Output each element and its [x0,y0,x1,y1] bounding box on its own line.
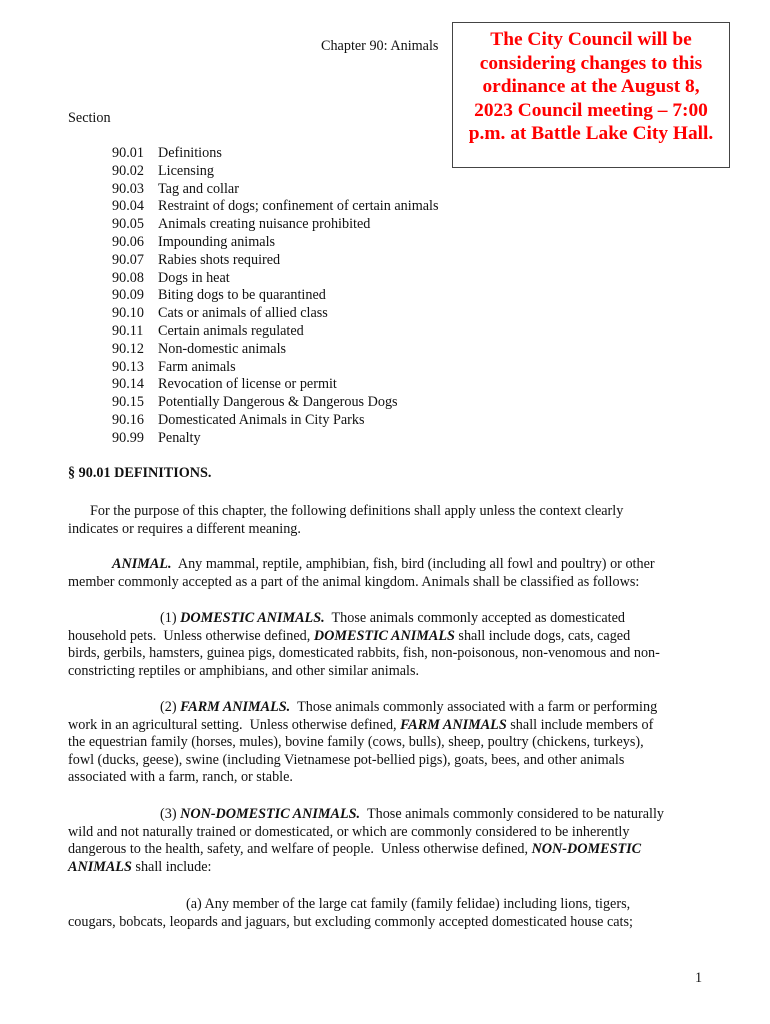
toc-section-number: 90.01 [112,145,144,161]
toc-section-title: Domesticated Animals in City Parks [158,411,365,428]
toc-section-number: 90.15 [112,394,144,411]
toc-section-title: Impounding animals [158,233,276,250]
table-of-contents [112,145,439,448]
text-line: indicates or requires a different meaning. [68,520,301,537]
toc-entry [112,323,439,341]
toc-section-number: 90.16 [112,411,144,428]
defined-term: DOMESTIC ANIMALS [313,627,455,644]
domestic-animals-definition: (1) DOMESTIC ANIMALS. Those animals commonly accepted as domesticated household pets. Unless otherwise defined, DOMESTIC ANIMALS shall include dogs, cats, caged birds, gerbils, hamsters, guinea pigs, domesticated rabbits, fish, non-poisonous, non-venomous and non- constricting reptiles or amphibians, and other similar animals. [68,610,708,680]
toc-section-title: Farm animals [158,358,236,375]
intro-paragraph [68,503,708,538]
defined-term: NON-DOMESTIC ANIMALS. [180,806,361,822]
toc-entry [112,145,439,163]
toc-entry [112,341,439,359]
text-line: constricting reptiles or amphibians, and other similar animals. [68,662,420,679]
defined-term: FARM ANIMALS. [180,699,291,715]
notice-line: p.m. at Battle Lake City Hall. [468,123,714,144]
toc-section-title: Animals creating nuisance prohibited [158,216,371,233]
text-line: (a) Any member of the large cat family (family felidae) including lions, tigers, [186,896,631,912]
toc-section-title: Rabies shots required [158,251,281,268]
toc-entry [112,376,439,394]
toc-section-number: 90.03 [112,180,144,197]
council-notice-box [452,22,730,168]
defined-term: ANIMAL. [112,556,172,572]
toc-entry [112,412,439,430]
toc-entry [112,430,439,448]
toc-section-number: 90.13 [112,358,144,375]
toc-section-number: 90.14 [112,376,144,393]
toc-entry [112,216,439,234]
toc-entry [112,359,439,377]
page-number: 1 [695,970,703,986]
cat-family-clause [68,896,708,931]
toc-entry [112,198,439,216]
toc-section-title: Biting dogs to be quarantined [158,287,326,304]
notice-line: 2023 Council meeting – 7:00 [474,99,708,121]
section-label: Section [68,110,111,126]
defined-term: NON-DOMESTIC [531,841,642,858]
text-line: For the purpose of this chapter, the following definitions shall apply unless the context clearly [90,503,624,519]
farm-animals-definition: (2) FARM ANIMALS. Those animals commonly associated with a farm or performing work in an agricultural setting. Unless otherwise defined, FARM ANIMALS shall include members of the equestrian family (horses, mules), bovine family (cows, bulls), sheep, poultry (chickens, turkeys), fowl (ducks, geese), swine (including Vietnamese pot-bellied pigs), goats, bees, and other animals associated with a farm, ranch, or stable. [68,699,708,787]
toc-section-number: 90.10 [112,305,144,322]
text-line: wild and not naturally trained or domesticated, or which are commonly considered to be inherently [68,823,630,840]
toc-section-number: 90.11 [112,322,144,339]
toc-section-title: Non-domestic animals [158,340,287,357]
defined-term: FARM ANIMALS [400,716,507,733]
toc-section-number: 90.04 [112,198,144,215]
text-line: birds, gerbils, hamsters, guinea pigs, domesticated rabbits, fish, non-poisonous, non-venomous and non- [68,645,660,662]
toc-section-title: Definitions [158,145,222,161]
toc-entry [112,394,439,412]
toc-entry [112,163,439,181]
toc-section-number: 90.09 [112,287,144,304]
toc-section-title: Restraint of dogs; confinement of certain animals [158,198,439,215]
toc-entry [112,270,439,288]
notice-line: considering changes to this [479,52,703,74]
defined-term: ANIMALS [68,858,132,875]
notice-line: The City Council will be [490,29,692,50]
toc-entry [112,181,439,199]
animal-definition: ANIMAL. Any mammal, reptile, amphibian, fish, bird (including all fowl and poultry) or other member commonly accepted as a part of the animal kingdom. Animals shall be classified as follows: [68,556,708,591]
text-line: fowl (ducks, geese), swine (including Vietnamese pot-bellied pigs), goats, bees, and other animals [68,751,625,768]
toc-section-title: Revocation of license or permit [158,376,337,393]
toc-section-title: Licensing [158,162,214,179]
text-line: associated with a farm, ranch, or stable. [68,769,293,786]
notice-line: ordinance at the August 8, [482,76,700,97]
toc-section-title: Cats or animals of allied class [158,305,328,322]
toc-section-number: 90.12 [112,340,144,357]
toc-section-number: 90.02 [112,162,144,179]
toc-section-title: Certain animals regulated [158,322,304,339]
toc-entry [112,287,439,305]
text-line: member commonly accepted as a part of the animal kingdom. Animals shall be classified as follows: [68,573,640,590]
non-domestic-animals-definition: (3) NON-DOMESTIC ANIMALS. Those animals commonly considered to be naturally wild and not naturally trained or domesticated, or which are commonly considered to be inherently dangerous to the health, safety, and welfare of people. Unless otherwise defined, NON-DOMESTIC ANIMALS shall include: [68,806,708,876]
toc-section-number: 90.05 [112,216,144,233]
chapter-title: Chapter 90: Animals [321,38,439,54]
toc-section-number: 90.07 [112,251,144,268]
toc-section-number: 90.08 [112,269,144,286]
definitions-heading: § 90.01 DEFINITIONS. [68,465,212,481]
toc-entry [112,252,439,270]
toc-section-title: Potentially Dangerous & Dangerous Dogs [158,394,398,411]
toc-section-title: Tag and collar [158,180,239,197]
text-line: cougars, bobcats, leopards and jaguars, but excluding commonly accepted domesticated house cats; [68,913,633,930]
toc-section-number: 90.06 [112,233,144,250]
toc-section-number: 90.99 [112,429,144,446]
toc-entry [112,305,439,323]
text-line: the equestrian family (horses, mules), bovine family (cows, bulls), sheep, poultry (chickens, turkeys), [68,734,644,751]
toc-section-title: Penalty [158,429,201,446]
defined-term: DOMESTIC ANIMALS. [180,610,325,626]
toc-entry [112,234,439,252]
toc-section-title: Dogs in heat [158,269,230,286]
